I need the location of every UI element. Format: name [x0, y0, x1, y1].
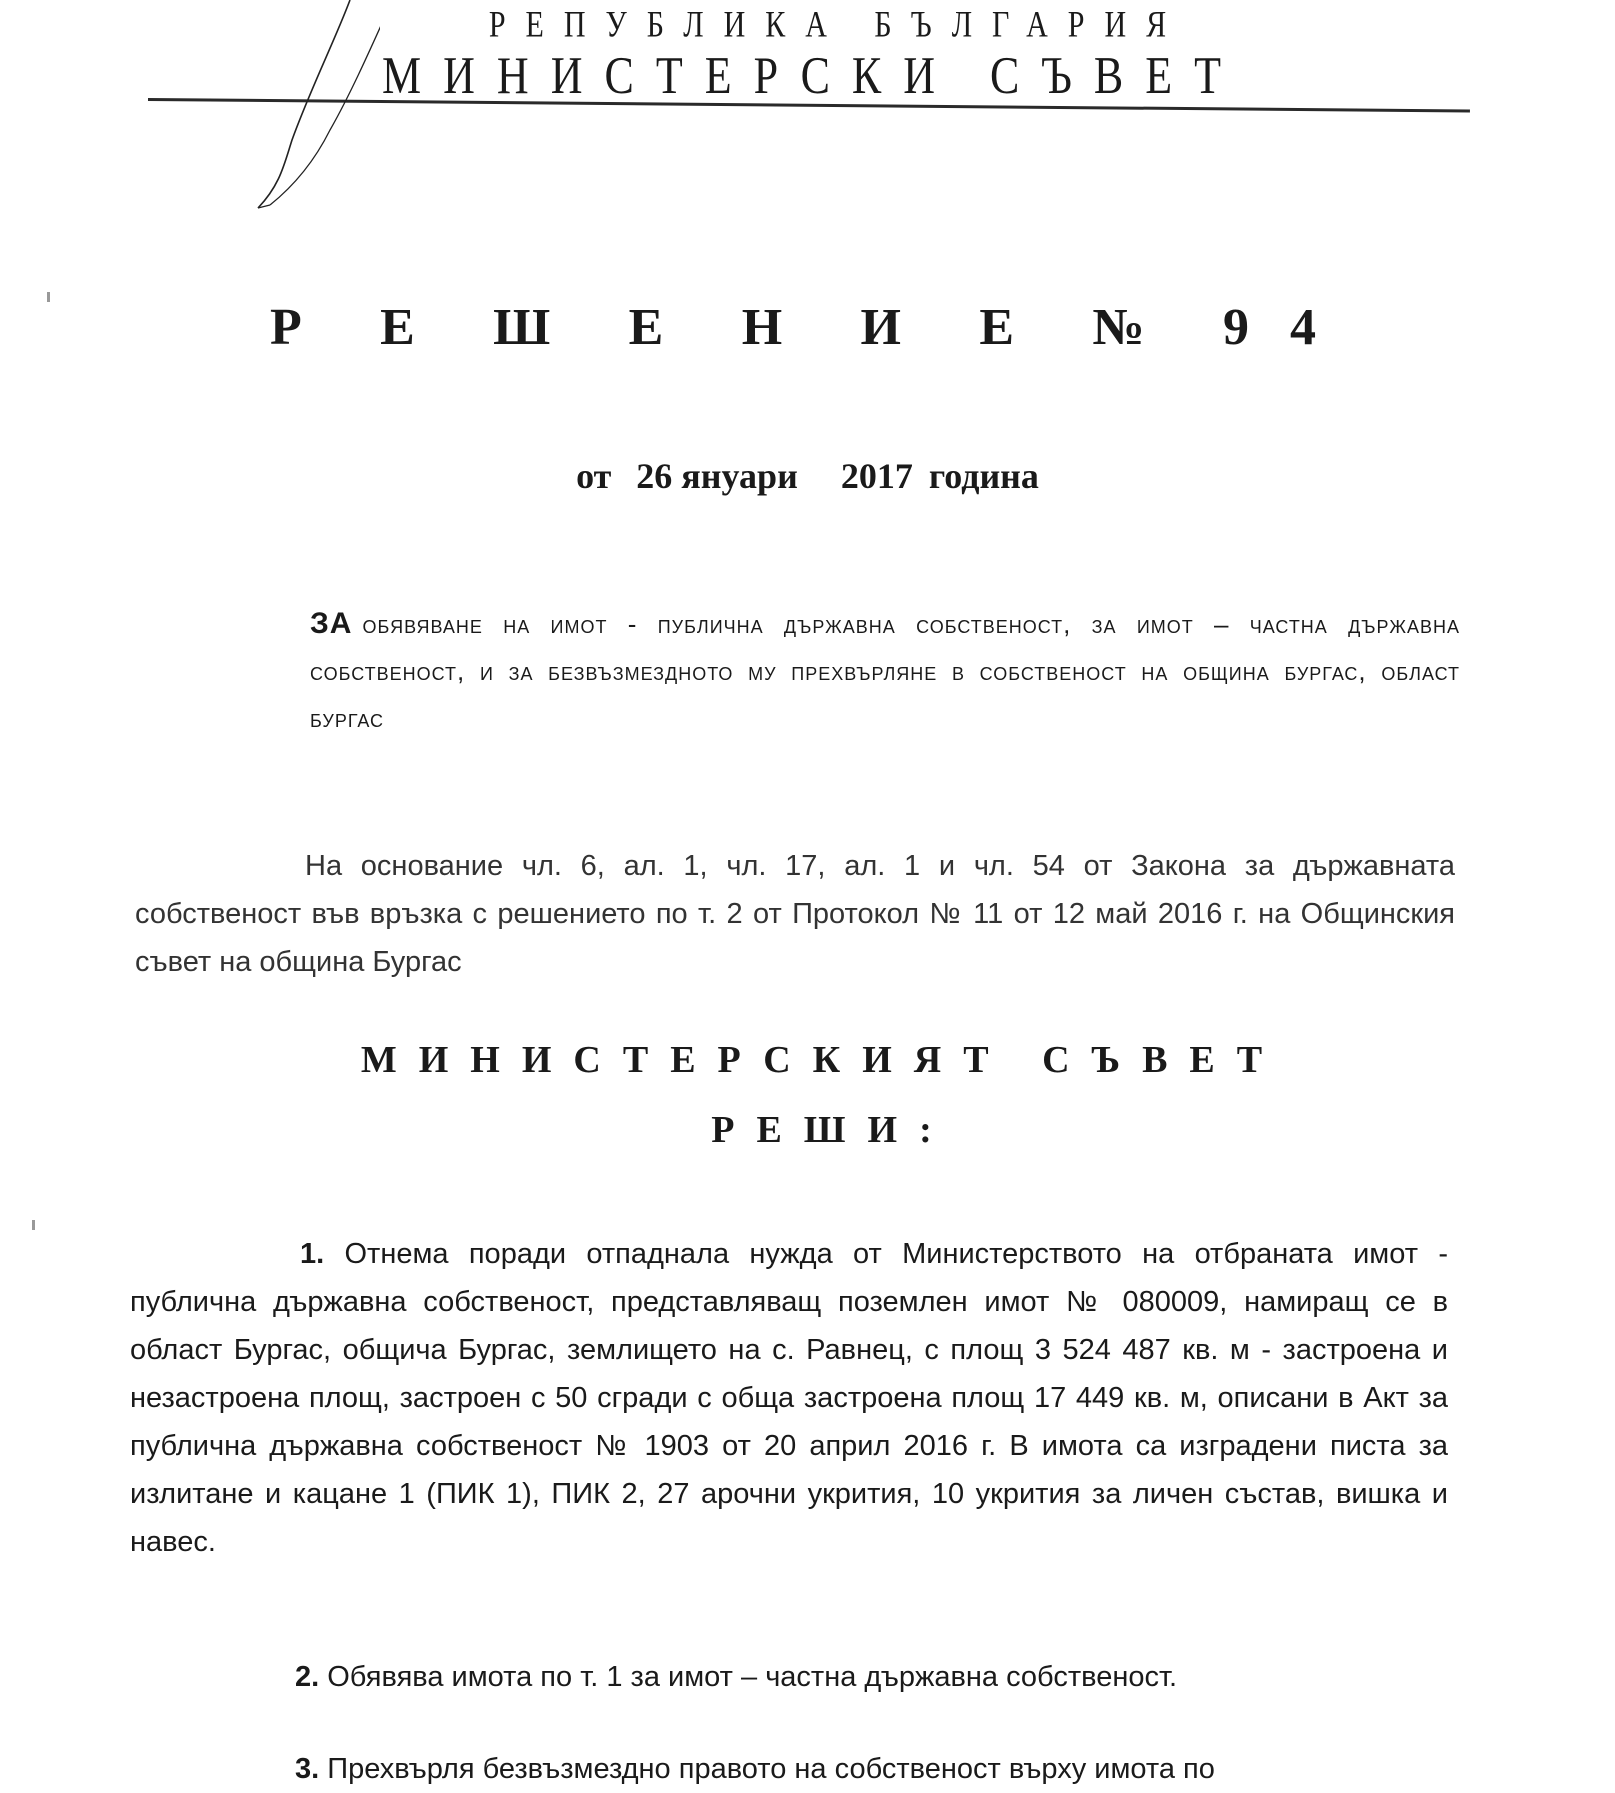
title-letter: Е — [380, 299, 415, 356]
title-letter: Р — [270, 299, 302, 356]
title-letter: Е — [979, 299, 1014, 356]
date-year: 2017 — [840, 456, 913, 496]
letterhead-republic: РЕПУБЛИКА БЪЛГАРИЯ — [488, 3, 1187, 45]
decision-item — [130, 1653, 1448, 1701]
decision-item — [130, 1745, 1448, 1793]
date-prefix: от — [576, 456, 612, 496]
title-letter: Ш — [493, 299, 551, 356]
decision-date — [0, 455, 1615, 497]
subject-text: обявяване на имот - публична държавна собственост, за имот – частна държавна собственост, и за безвъзмездното му прехвърляне в собственост на община бургас, област бургас — [310, 609, 1460, 733]
title-letter: И — [860, 299, 901, 356]
decision-subject — [310, 600, 1460, 742]
handwritten-mark-icon — [240, 0, 380, 220]
decision-title — [270, 298, 1330, 357]
item-text: Обявява имота по т. 1 за имот – частна държавна собственост. — [327, 1661, 1178, 1693]
title-number-sign: № — [1092, 299, 1145, 356]
subject-lead: ЗА — [310, 607, 353, 640]
title-letter: Н — [741, 299, 783, 356]
item-number: 1. — [300, 1238, 325, 1270]
decided-heading: РЕШИ: — [711, 1109, 954, 1151]
date-suffix: година — [928, 456, 1039, 496]
council-heading: МИНИСТЕРСКИЯТ СЪВЕТ — [360, 1039, 1285, 1081]
scan-speck — [47, 292, 50, 302]
item-text: Прехвърля безвъзмездно правото на собственост върху имота по — [327, 1753, 1215, 1785]
decision-item — [130, 1230, 1448, 1566]
item-number: 2. — [295, 1661, 320, 1693]
legal-basis: На основание чл. 6, ал. 1, чл. 17, ал. 1 и чл. 54 от Закона за държавната собственост във връзка с решението по т. 2 от Протокол № 11 от 12 май 2016 г. на Общинския съвет на община Бургас — [135, 850, 1455, 978]
date-day-month: 26 януари — [636, 456, 798, 496]
item-text: Отнема поради отпаднала нужда от Министерството на отбраната имот - публична държавна собственост, представляващ поземлен имот № 080009, намиращ се в област Бургас, общича Бургас, землището на с. Равнец, с площ 3 524 487 кв. м - застроена и незастроена площ, застроен с 50 сгради с обща застроена площ 17 449 кв. м, описани в Акт за публична държавна собственост № 1903 от 20 април 2016 г. В имота са изградени писта за излитане и кацане 1 (ПИК 1), ПИК 2, 27 арочни укрития, 10 укрития за личен състав, вишка и навес. — [130, 1238, 1448, 1558]
letterhead-council: МИНИСТЕРСКИ СЪВЕТ — [382, 46, 1243, 105]
item-number: 3. — [295, 1753, 320, 1785]
scan-speck — [32, 1220, 35, 1230]
decision-number: 9 4 — [1222, 299, 1330, 356]
title-letter: Е — [628, 299, 664, 356]
